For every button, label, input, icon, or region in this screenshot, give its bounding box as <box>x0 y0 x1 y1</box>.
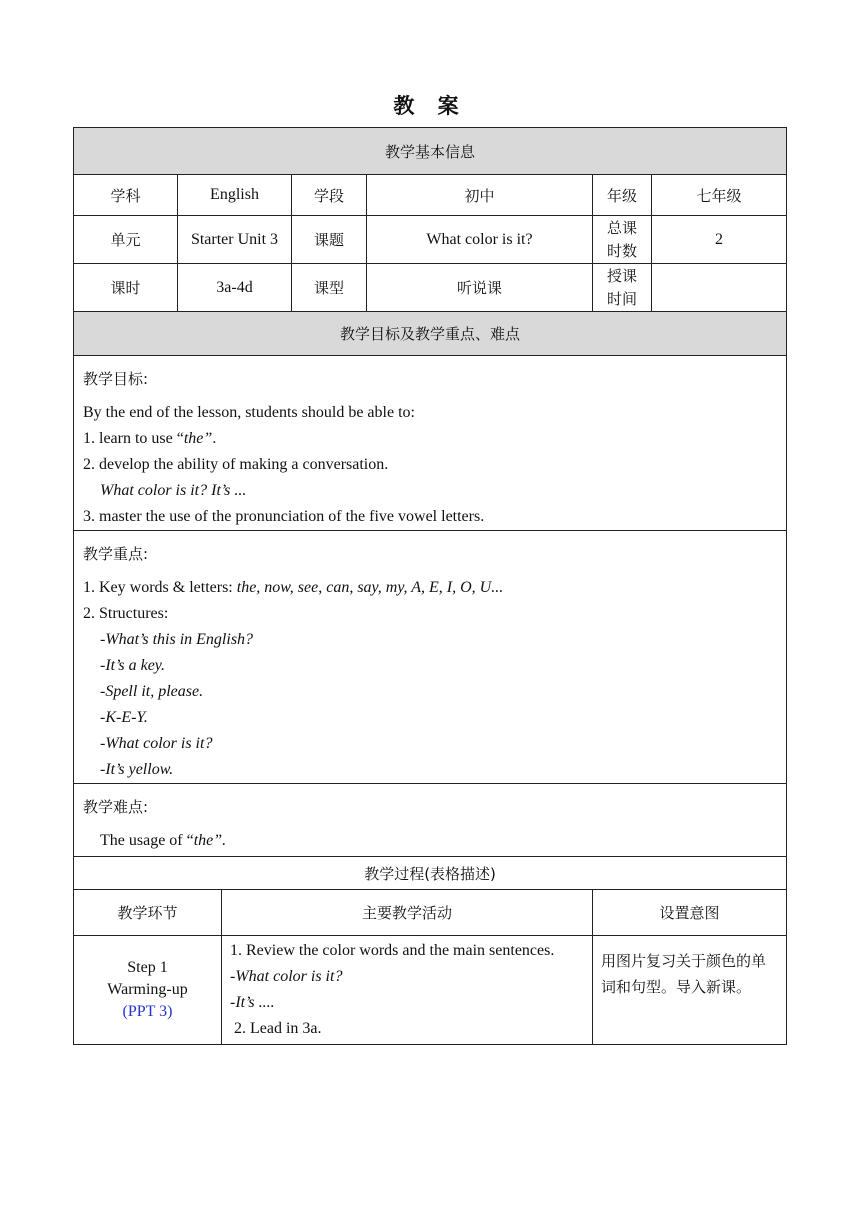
period-label: 课时 <box>74 264 178 312</box>
process-col-stage: 教学环节 <box>74 890 222 936</box>
difficult-point: The usage of “the”. <box>100 832 227 849</box>
lesson-plan-table <box>73 127 787 1045</box>
key-points-label: 教学重点: <box>83 545 149 563</box>
topic-value: What color is it? <box>367 216 593 264</box>
stage-label: 学段 <box>292 175 367 216</box>
subject-label: 学科 <box>74 175 178 216</box>
difficult-points-cell <box>74 784 787 857</box>
step-1-name: Step 1 <box>127 959 168 976</box>
stage-value: 初中 <box>367 175 593 216</box>
step-1-intent: 用图片复习关于颜色的单词和句型。导入新课。 <box>593 936 787 1045</box>
total-hours-value: 2 <box>652 216 787 264</box>
goal-2-example: What color is it? It’s ... <box>100 482 247 499</box>
basic-info-header: 教学基本信息 <box>74 128 787 175</box>
unit-value: Starter Unit 3 <box>178 216 292 264</box>
type-value: 听说课 <box>367 264 593 312</box>
teaching-time-label: 授课 时间 <box>593 264 652 312</box>
key-points-cell <box>74 531 787 784</box>
structure-line: -What color is it? <box>100 735 213 752</box>
teaching-goals-cell <box>74 356 787 531</box>
process-col-intent: 设置意图 <box>593 890 787 936</box>
document-title: 教 案 <box>393 94 467 118</box>
step-1-ppt: (PPT 3) <box>122 1003 173 1020</box>
key-words: 1. Key words & letters: the, now, see, can, say, my, A, E, I, O, U... <box>83 579 504 596</box>
structure-line: -K-E-Y. <box>100 709 148 726</box>
step-1-sub: Warming-up <box>107 981 188 998</box>
activity-line: 1. Review the color words and the main sentences. <box>230 942 555 959</box>
activity-line: -What color is it? <box>230 968 343 985</box>
type-label: 课型 <box>292 264 367 312</box>
structure-line: -What’s this in English? <box>100 631 254 648</box>
structures-label: 2. Structures: <box>83 605 169 622</box>
structure-line: -It’s yellow. <box>100 761 174 778</box>
activity-line: -It’s .... <box>230 994 275 1011</box>
process-col-activities: 主要教学活动 <box>222 890 593 936</box>
unit-label: 单元 <box>74 216 178 264</box>
period-value: 3a-4d <box>178 264 292 312</box>
process-header: 教学过程(表格描述) <box>74 857 787 890</box>
grade-label: 年级 <box>593 175 652 216</box>
activity-line: 2. Lead in 3a. <box>230 1020 322 1037</box>
difficult-points-label: 教学难点: <box>83 798 149 816</box>
teaching-goals-label: 教学目标: <box>83 370 149 388</box>
goal-2: 2. develop the ability of making a conversation. <box>83 456 389 473</box>
goal-1: 1. learn to use “the”. <box>83 430 217 447</box>
objectives-header: 教学目标及教学重点、难点 <box>74 312 787 356</box>
goals-intro: By the end of the lesson, students should be able to: <box>83 404 415 421</box>
grade-value: 七年级 <box>652 175 787 216</box>
subject-value: English <box>178 175 292 216</box>
step-1-cell <box>74 936 222 1045</box>
topic-label: 课题 <box>292 216 367 264</box>
structure-line: -It’s a key. <box>100 657 166 674</box>
teaching-time-value <box>652 264 787 312</box>
structure-line: -Spell it, please. <box>100 683 204 700</box>
goal-3: 3. master the use of the pronunciation of the five vowel letters. <box>83 508 485 525</box>
total-hours-label: 总课 时数 <box>593 216 652 264</box>
step-1-activities <box>222 936 593 1045</box>
